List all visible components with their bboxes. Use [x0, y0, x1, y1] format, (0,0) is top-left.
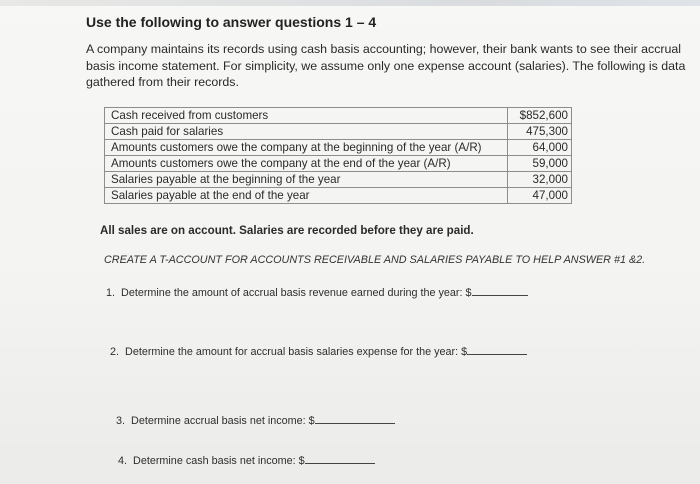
table-row — [105, 156, 572, 172]
answer-blank[interactable] — [467, 346, 527, 355]
row-label: Amounts customers owe the company at the beginning of the year (A/R) — [105, 140, 496, 156]
table-row — [105, 108, 572, 124]
question-text: Determine accrual basis net income: $ — [131, 415, 315, 427]
intro-paragraph: A company maintains its records using cash basis accounting; however, their bank wants to see their accrual basis income statement. For simplicity, we assume only one expense account (salaries). The following is data gathered from their records. — [86, 42, 686, 89]
question-text: Determine cash basis net income: $ — [133, 455, 305, 467]
row-label: Amounts customers owe the company at the end of the year (A/R) — [105, 156, 496, 172]
row-label: Salaries payable at the end of the year — [105, 188, 496, 204]
question-3 — [116, 415, 395, 427]
question-1 — [106, 287, 528, 299]
question-2 — [110, 346, 527, 358]
question-number: 3. — [116, 415, 126, 427]
row-value: 475,300 — [508, 124, 572, 140]
row-value: $852,600 — [508, 108, 572, 124]
sales-note: All sales are on account. Salaries are recorded before they are paid. — [100, 224, 474, 237]
row-value: 64,000 — [508, 140, 572, 156]
question-text: Determine the amount for accrual basis salaries expense for the year: $ — [125, 346, 468, 358]
table-row — [105, 140, 572, 156]
row-label: Salaries payable at the beginning of the year — [105, 172, 496, 188]
records-table — [104, 107, 572, 204]
question-text: Determine the amount of accrual basis revenue earned during the year: $ — [121, 287, 472, 299]
row-value: 59,000 — [508, 156, 572, 172]
top-edge — [0, 0, 700, 6]
section-heading: Use the following to answer questions 1 – 4 — [86, 14, 377, 30]
table-row — [105, 188, 572, 204]
question-number: 1. — [106, 287, 116, 299]
answer-blank[interactable] — [472, 287, 528, 296]
row-value: 47,000 — [508, 188, 572, 204]
answer-blank[interactable] — [305, 455, 375, 464]
question-4 — [118, 455, 375, 467]
row-label: Cash received from customers — [105, 108, 496, 124]
answer-blank[interactable] — [315, 415, 395, 424]
question-number: 2. — [110, 346, 120, 358]
table-row — [105, 124, 572, 140]
row-label: Cash paid for salaries — [105, 124, 496, 140]
row-value: 32,000 — [508, 172, 572, 188]
t-account-instruction: CREATE A T-ACCOUNT FOR ACCOUNTS RECEIVABLE AND SALARIES PAYABLE TO HELP ANSWER #1 &2. — [104, 254, 646, 266]
table-row — [105, 172, 572, 188]
question-number: 4. — [118, 455, 128, 467]
